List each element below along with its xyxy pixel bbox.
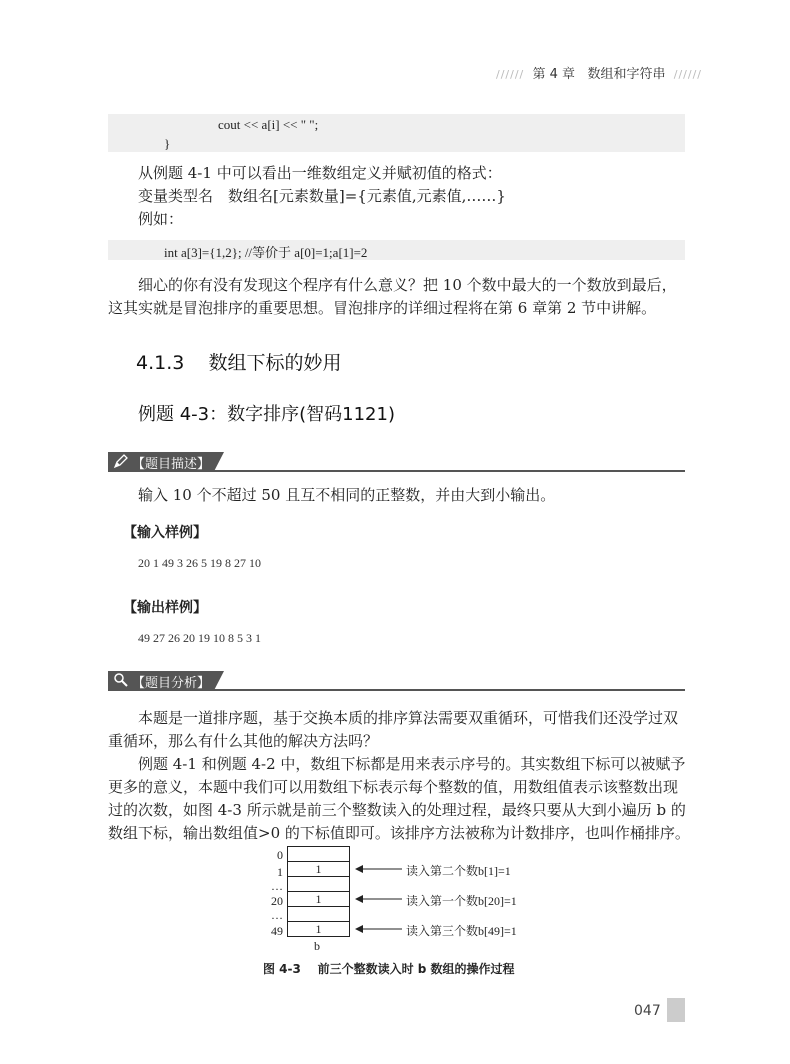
code-line: } [164, 136, 171, 151]
intro-line: 从例题 4-1 中可以看出一维数组定义并赋初值的格式： [138, 164, 502, 182]
intro-example-label: 例如： [138, 210, 184, 228]
header-dots-right: ////// [673, 68, 702, 81]
code-block-1 [108, 114, 685, 152]
analysis-line: 重循环，那么有什么其他的解决方法吗？ [108, 732, 379, 750]
array-cell [287, 906, 350, 922]
running-header [496, 63, 702, 82]
array-cell: 1 [287, 861, 350, 877]
section-title: 数组下标的妙用 [208, 352, 342, 374]
problem-description-bar [108, 452, 685, 472]
array-cell [287, 846, 350, 862]
analysis-line: 过的次数，如图 4-3 所示就是前三个整数读入的处理过程，最终只要从大到小遍历 b 的 [108, 801, 686, 819]
header-title: 数组和字符串 [587, 67, 666, 82]
section-heading [136, 348, 342, 375]
page-tab-marker [667, 998, 685, 1022]
array-index: 0 [277, 848, 283, 862]
array-cell: 1 [287, 891, 350, 907]
header-dots-left: ////// [496, 68, 525, 81]
analysis-line: 例题 4-1 和例题 4-2 中，数组下标都是用来表示序号的。其实数组下标可以被赋予 [138, 755, 686, 773]
figure-annotation: 读入第一个数b[20]=1 [406, 894, 517, 908]
figure-annotation: 读入第三个数b[49]=1 [406, 924, 517, 938]
analysis-line: 数组下标，输出数组值>0 的下标值即可。该排序方法被称为计数排序，也叫作桶排序。 [108, 824, 690, 842]
array-label: b [314, 939, 320, 953]
array-cell [287, 876, 350, 892]
array-index-ellipsis: … [271, 908, 283, 922]
output-sample: 49 27 26 20 19 10 8 5 3 1 [138, 631, 261, 645]
remark-line: 细心的你有没有发现这个程序有什么意义？把 10 个数中最大的一个数放到最后， [138, 276, 677, 294]
output-sample-heading: 【输出样例】 [123, 600, 207, 616]
analysis-tag-label: 【题目分析】 [132, 676, 211, 691]
pencil-icon [113, 453, 129, 469]
section-number: 4.1.3 [136, 352, 185, 374]
example-title: 例题 4-3：数字排序(智码1121) [138, 404, 395, 425]
magnifier-icon [113, 672, 129, 688]
problem-text: 输入 10 个不超过 50 且互不相同的正整数，并由大到小输出。 [138, 486, 556, 504]
analysis-line: 更多的意义，本题中我们可以用数组下标表示每个整数的值，用数组值表示该整数出现 [108, 778, 679, 796]
header-chapter: 第 4 章 [532, 67, 576, 82]
problem-tag-label: 【题目描述】 [132, 457, 211, 472]
code-line: cout << a[i] << " "; [218, 117, 319, 132]
remark-line: 这其实就是冒泡排序的重要思想。冒泡排序的详细过程将在第 6 章第 2 节中讲解。 [108, 299, 657, 317]
input-sample: 20 1 49 3 26 5 19 8 27 10 [138, 556, 261, 570]
figure-arrows [350, 860, 410, 940]
code-line: int a[3]={1,2}; //等价于 a[0]=1;a[1]=2 [164, 245, 368, 260]
figure-caption-number: 图 4-3 [263, 962, 301, 976]
array-cell: 1 [287, 921, 350, 937]
array-index-ellipsis: … [271, 879, 283, 893]
figure-annotation: 读入第二个数b[1]=1 [406, 864, 511, 878]
analysis-line: 本题是一道排序题，基于交换本质的排序算法需要双重循环，可惜我们还没学过双 [138, 709, 679, 727]
array-index: 20 [271, 894, 283, 908]
problem-analysis-bar [108, 671, 685, 691]
intro-format-line: 变量类型名 数组名[元素数量]={元素值,元素值,……} [138, 187, 506, 205]
input-sample-heading: 【输入样例】 [123, 525, 207, 541]
array-index: 1 [277, 865, 283, 879]
page-number: 047 [634, 1003, 661, 1019]
array-index: 49 [271, 924, 283, 938]
figure-caption-text: 前三个整数读入时 b 数组的操作过程 [317, 962, 515, 976]
figure-caption [263, 960, 515, 977]
